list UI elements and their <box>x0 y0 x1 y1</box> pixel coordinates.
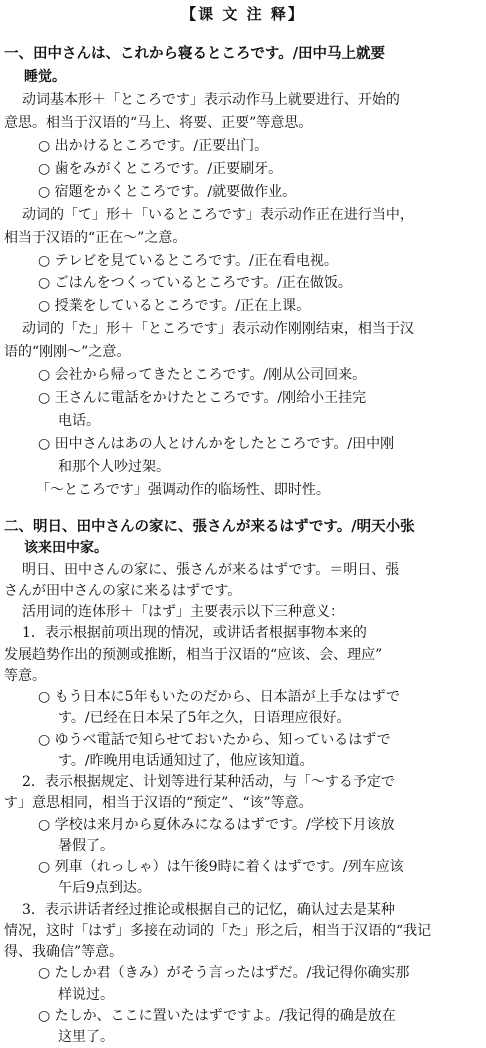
example-sentence: ○ 授業をしているところです。/正在上课。 <box>38 298 311 314</box>
text-line: 「～ところです」强调动作的临场性、即时性。 <box>36 482 330 498</box>
example-sentence: ○ 宿題をかくところです。/就要做作业。 <box>38 184 297 200</box>
example-sentence: ○ 出かけるところです。/正要出门。 <box>38 138 269 154</box>
text-line: さんが田中さんの家に来るはずです。 <box>4 583 242 599</box>
text-line: 和那个人吵过架。 <box>58 459 170 475</box>
text-line: 2．表示根据规定、计划等进行某种活动，与「～する予定で <box>22 774 395 790</box>
text-line: す。/已经在日本呆了5年之久，日语理应很好。 <box>58 710 351 726</box>
text-line: 1．表示根据前项出现的情况，或讲话者根据事物本来的 <box>22 625 367 641</box>
section-heading: 二、明日、田中さんの家に、張さんが来るはずです。/明天小张 <box>4 518 415 535</box>
text-line: 3．表示讲话者经过推论或根据自己的记忆，确认过去是某种 <box>22 902 395 918</box>
text-line: 活用词的连体形＋「はず」主要表示以下三种意义： <box>22 604 344 620</box>
text-line: 相当于汉语的“正在～”之意。 <box>4 230 187 246</box>
page-title: 【课 文 注 释】 <box>181 5 305 23</box>
text-line: 样说过。 <box>58 987 114 1003</box>
text-line: 电话。 <box>58 413 100 429</box>
text-line: す。/昨晚用电话通知过了，他应该知道。 <box>58 753 314 769</box>
text-line: 等意。 <box>4 668 46 684</box>
example-sentence: ○ ごはんをつくっているところです。/正在做饭。 <box>38 275 352 291</box>
text-line: 动词的「た」形＋「ところです」表示动作刚刚结束，相当于汉 <box>22 321 414 337</box>
example-sentence: ○ ゆうべ電話で知らせておいたから、知っているはずで <box>38 732 391 748</box>
text-line: 情况，这时「はず」多接在动词的「た」形之后，相当于汉语的“我记 <box>4 923 432 939</box>
example-sentence: ○ 会社から帰ってきたところです。/刚从公司回来。 <box>38 367 367 383</box>
example-sentence: ○ 歯をみがくところです。/正要刷牙。 <box>38 161 283 177</box>
text-line: 得、我确信”等意。 <box>4 944 124 960</box>
example-sentence: ○ テレビを見ているところです。/正在看电视。 <box>38 253 338 269</box>
example-sentence: ○ 王さんに電話をかけたところです。/刚给小王挂完 <box>38 390 367 406</box>
example-sentence: ○ 田中さんはあの人とけんかをしたところです。/田中刚 <box>38 436 395 452</box>
text-line: 意思。相当于汉语的“马上、将要、正要”等意思。 <box>4 115 313 131</box>
example-sentence: ○ もう日本に5年もいたのだから、日本語が上手なはずで <box>38 689 400 705</box>
text-line: 发展趋势作出的预测或推断，相当于汉语的“应该、会、理应” <box>4 647 383 663</box>
text-line: 明日、田中さんの家に、張さんが来るはずです。＝明日、張 <box>22 562 400 578</box>
text-line: す」意思相同，相当于汉语的“预定”、“该”等意。 <box>4 795 313 811</box>
section-heading: 一、田中さんは、これから寝るところです。/田中马上就要 <box>4 45 385 62</box>
text-line: 该来田中家。 <box>24 540 108 556</box>
example-sentence: ○ たしか、ここに置いたはずですよ。/我记得的确是放在 <box>38 1008 396 1024</box>
text-line: 这里了。 <box>58 1029 114 1045</box>
text-line: 睡觉。 <box>24 69 66 85</box>
text-line: 语的“刚刚～”之意。 <box>4 344 131 360</box>
text-line: 午后9点到达。 <box>58 880 151 896</box>
example-sentence: ○ 学校は来月から夏休みになるはずです。/学校下月该放 <box>38 817 395 833</box>
example-sentence: ○ たしか君（きみ）がそう言ったはずだ。/我记得你确实那 <box>38 965 410 981</box>
example-sentence: ○ 列車（れっしゃ）は午後9時に着くはずです。/列车应该 <box>38 859 404 875</box>
text-line: 动词基本形＋「ところです」表示动作马上就要进行、开始的 <box>22 92 400 108</box>
text-line: 动词的「て」形＋「いるところです」表示动作正在进行当中， <box>22 207 414 223</box>
text-line: 暑假了。 <box>58 838 114 854</box>
